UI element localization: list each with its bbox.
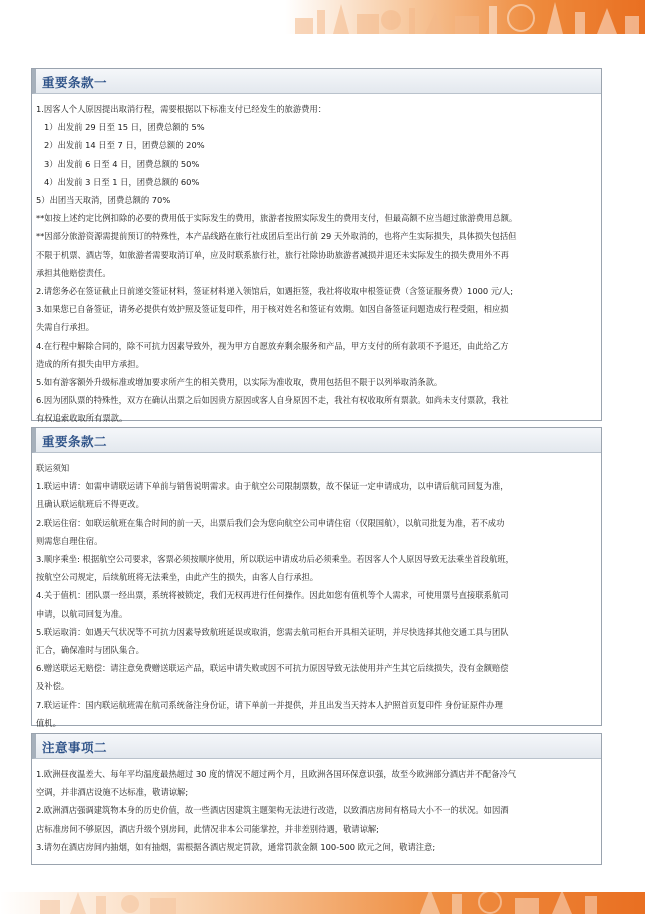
text-line: 1.欧洲昼夜温差大、每年平均温度最热超过 30 度的情况不超过两个月，且欧洲各国环保意识强，故至今欧洲部分酒店并不配备冷气 (36, 769, 517, 779)
text-line: 3.如果您已自备签证，请务必提供有效护照及签证复印件，用于核对姓名和签证有效期。如因自备签证问题造成行程受阻，相应损 (36, 304, 509, 315)
text-line: 造成的所有损失由甲方承担。 (36, 358, 144, 369)
text-line: 且确认联运航班后不得更改。 (36, 499, 144, 510)
text-line: 5）出团当天取消，团费总额的 70% (36, 195, 171, 206)
text-line: 3.请勿在酒店房间内抽烟，如有抽烟，需根据各酒店规定罚款，通常罚款金额 100-500 欧元之间，敬请注意; (36, 841, 436, 852)
text-line: 4.在行程中解除合同的，除不可抗力因素导致外，视为甲方自愿放弃剩余服务和产品，甲方支付的所有款项不予退还，由此给乙方 (36, 340, 509, 351)
text-line: 按航空公司规定，后续航班将无法乘坐，由此产生的损失，由客人自行承担。 (36, 572, 319, 583)
text-line: 联运须知 (36, 463, 70, 473)
text-line: 5.如有游客额外升级标准或增加要求所产生的相关费用，以实际为准收取，费用包括但不限于以列举取消条款。 (36, 377, 443, 388)
text-line: 有权追索收取所有票款。 (36, 413, 128, 424)
text-line: 5.联运取消：如遇天气状况等不可抗力因素导致航班延误或取消，您需去航司柜台开具相关证明，并尽快选择其他交通工具与团队 (36, 626, 509, 637)
text-line: 空调，并非酒店设施不达标准，敬请谅解; (36, 787, 189, 798)
bottom-decorative-banner (0, 884, 645, 914)
text-line: 2.联运住宿：如联运航班在集合时间的前一天，出票后我们会为您向航空公司申请住宿（仅限国航），以航司批复为准，若不成功 (36, 517, 505, 528)
section-body (32, 94, 601, 432)
text-line: 1）出发前 29 日至 15 日，团费总额的 5% (44, 122, 205, 133)
text-line: **因部分旅游资源需提前预订的特殊性，本产品线路在旅行社成团后至出行前 29 天外取消的，也将产生实际损失，具体损失包括但 (36, 231, 517, 242)
text-line: 2.请您务必在签证截止日前递交签证材料，签证材料递入领馆后，如遇拒签，我社将收取申根签证费（含签证服务费）1000 元/人; (36, 286, 513, 297)
text-line: 失需自行承担。 (36, 322, 95, 333)
text-line: 及补偿。 (36, 681, 70, 692)
section-notes-2 (31, 733, 602, 865)
section-header (32, 428, 601, 453)
text-line: 3）出发前 6 日至 4 日，团费总额的 50% (44, 158, 200, 169)
section-title: 重要条款二 (42, 434, 108, 449)
text-line: 2.欧洲酒店强调建筑物本身的历史价值，故一些酒店因建筑主题架构无法进行改造，以致酒店房间有格局大小不一的状况。如因酒 (36, 805, 509, 816)
section-header (32, 734, 601, 759)
text-line: **如按上述约定比例扣除的必要的费用低于实际发生的费用，旅游者按照实际发生的费用支付，但最高额不应当超过旅游费用总额。 (36, 213, 518, 224)
text-line: 2）出发前 14 日至 7 日，团费总额的 20% (44, 140, 205, 151)
section-title: 注意事项二 (42, 740, 108, 755)
text-line: 不限于机票、酒店等，如旅游者需要取消订单，应及时联系旅行社，旅行社除协助旅游者减损并退还未实际发生的损失费用外不再 (36, 249, 509, 260)
text-line: 1.因客人个人原因提出取消行程，需要根据以下标准支付已经发生的旅游费用： (36, 104, 327, 114)
city-skyline-icon (285, 0, 645, 34)
section-body (32, 759, 601, 860)
text-line: 6.因为团队票的特殊性，双方在确认出票之后如因贵方原因或客人自身原因不走，我社有权收取所有票款。如尚未支付票款，我社 (36, 395, 509, 406)
text-line: 汇合，确保准时与团队集合。 (36, 645, 144, 656)
section-important-terms-2 (31, 427, 602, 726)
text-line: 值机。 (36, 717, 61, 728)
text-line: 4.关于值机：团队票一经出票，系统将被锁定，我们无权再进行任何操作。因此如您有值机等个人需求，可使用票号直接联系航司 (36, 590, 509, 601)
bottom-skyline-icon (0, 884, 645, 914)
text-line: 申请，以航司回复为准。 (36, 608, 128, 619)
section-body (32, 453, 601, 736)
text-line: 3.顺序乘坐: 根据航空公司要求，客票必须按顺序使用，所以联运申请成功后必须乘坐。若因客人个人原因导致无法乘坐首段航班， (36, 554, 514, 565)
text-line: 店标准房间不够原因，酒店升级个别房间，此情况非本公司能掌控，并非差别待遇，敬请谅解; (36, 823, 379, 834)
text-line: 4）出发前 3 日至 1 日，团费总额的 60% (44, 176, 200, 187)
section-important-terms-1 (31, 68, 602, 424)
text-line: 1.联运申请：如需申请联运请下单前与销售说明需求。由于航空公司限制票数，故不保证一定申请成功，以申请后航司回复为准， (36, 481, 509, 492)
section-title: 重要条款一 (42, 75, 108, 90)
top-decorative-banner (0, 0, 645, 34)
text-line: 则需您自理住宿。 (36, 535, 103, 546)
section-header (32, 69, 601, 94)
text-line: 7.联运证件：国内联运航班需在航司系统备注身份证，请下单前一并提供，并且出发当天持本人护照首页复印件 身份证原件办理 (36, 699, 503, 710)
text-line: 承担其他赔偿责任。 (36, 267, 111, 278)
text-line: 6.赠送联运无赔偿：请注意免费赠送联运产品，联运申请失败或因不可抗力原因导致无法使用并产生其它后续损失，没有金额赔偿 (36, 663, 509, 674)
